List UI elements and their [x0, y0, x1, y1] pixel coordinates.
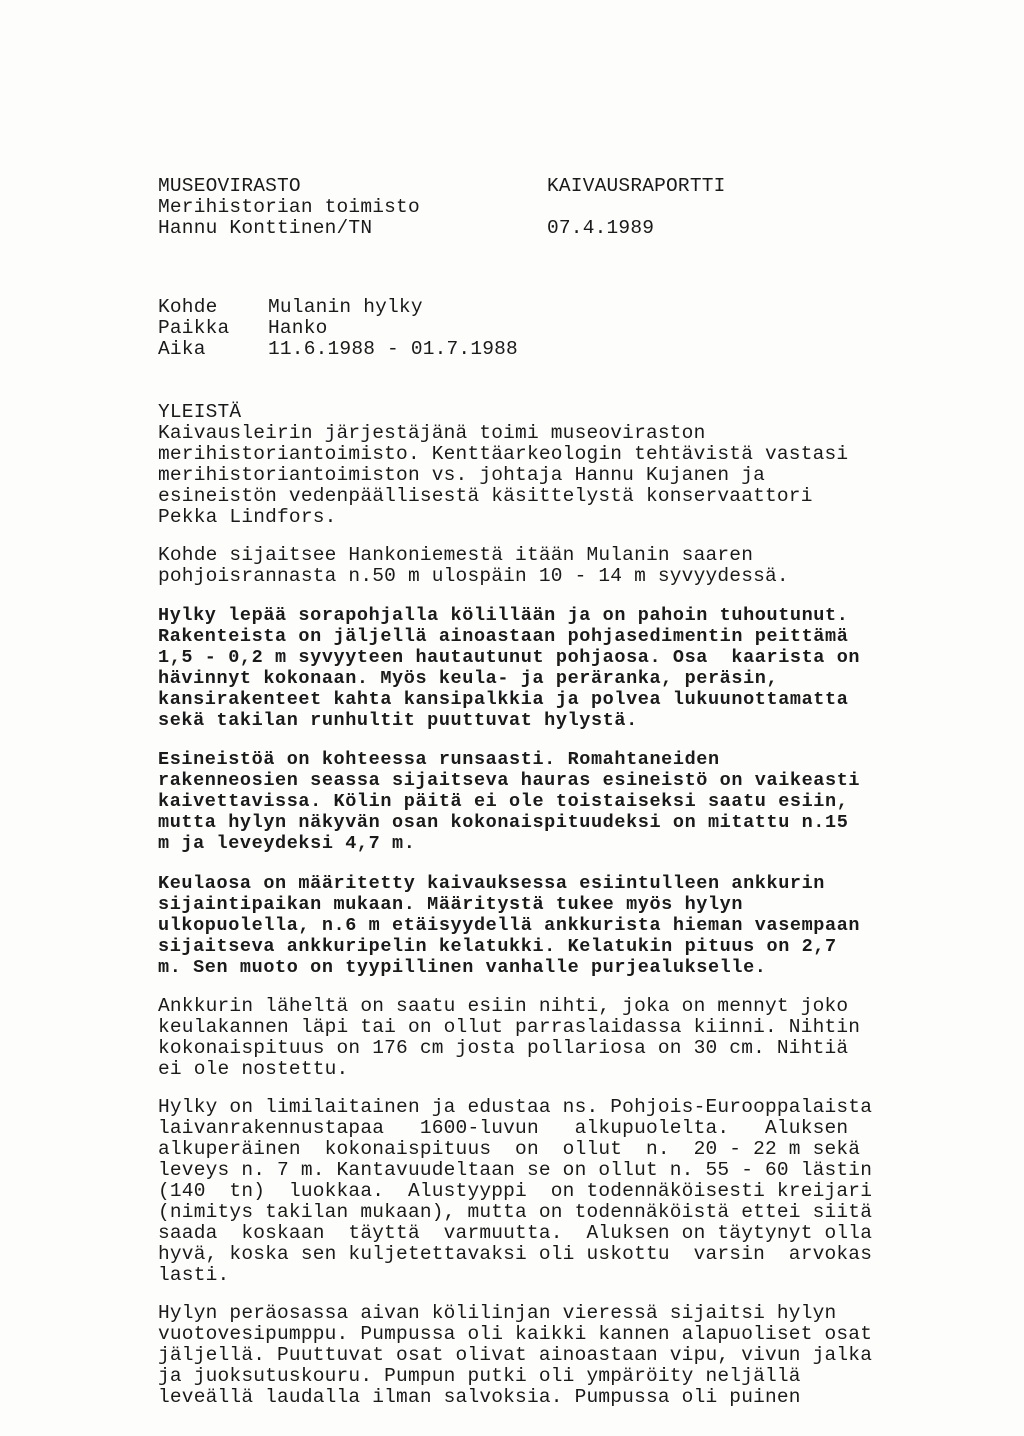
paragraph-line: Keulaosa on määritetty kaivauksessa esiintulleen ankkurin — [158, 873, 826, 894]
paragraph-line: Kohde sijaitsee Hankoniemestä itään Mulanin saaren — [158, 544, 754, 566]
paragraph-line: hyvä, koska sen kuljetettavaksi oli uskottu varsin arvokas — [158, 1243, 873, 1265]
paragraph-line: sijaintipaikan mukaan. Määritystä tukee myös hylyn — [158, 894, 744, 915]
paragraph-line: jäljellä. Puuttuvat osat olivat ainoastaan vipu, vivun jalka — [158, 1344, 873, 1366]
paragraph-line: 1,5 - 0,2 m syvyyteen hautautunut pohjaosa. Osa kaarista on — [158, 647, 861, 668]
author-name: Hannu Konttinen/TN — [158, 217, 373, 239]
document-type: KAIVAUSRAPORTTI — [547, 175, 726, 197]
paragraph-line: Kaivausleirin järjestäjänä toimi museoviraston — [158, 422, 706, 444]
paragraph-line: sekä takilan runhultit puuttuvat hylystä. — [158, 710, 638, 731]
paragraph-line: leveällä laudalla ilman salvoksia. Pumpussa oli puinen — [158, 1386, 801, 1408]
paragraph-line: (140 tn) luokkaa. Alustyyppi on todennäköisesti kreijari — [158, 1180, 873, 1202]
aika-value: 11.6.1988 - 01.7.1988 — [268, 338, 518, 360]
paragraph-line: vuotovesipumppu. Pumpussa oli kaikki kannen alapuoliset osat — [158, 1323, 873, 1345]
paragraph-line: Hylky on limilaitainen ja edustaa ns. Pohjois-Eurooppalaista — [158, 1096, 873, 1118]
paragraph-line: rakenneosien seassa sijaitseva hauras esineistö on vaikeasti — [158, 770, 861, 791]
paragraph-line: m. Sen muoto on tyypillinen vanhalle purjealukselle. — [158, 957, 767, 978]
paragraph-line: leveys n. 7 m. Kantavuudeltaan se on ollut n. 55 - 60 lästin — [158, 1159, 873, 1181]
paragraph-line: pohjoisrannasta n.50 m ulospäin 10 - 14 m syvyydessä. — [158, 565, 789, 587]
paragraph-line: ja juoksutuskouru. Pumpun putki oli ympäröity neljällä — [158, 1365, 801, 1387]
org-name: MUSEOVIRASTO — [158, 175, 301, 197]
paikka-label: Paikka — [158, 317, 230, 339]
paragraph-line: kokonaispituus on 176 cm josta pollariosa on 30 cm. Nihtiä — [158, 1037, 849, 1059]
paragraph-line: mutta hylyn näkyvän osan kokonaispituudeksi on mitattu n.15 — [158, 812, 849, 833]
office-name: Merihistorian toimisto — [158, 196, 420, 218]
paragraph-line: Hylky lepää sorapohjalla kölillään ja on pahoin tuhoutunut. — [158, 605, 849, 626]
paragraph-line: ulkopuolella, n.6 m etäisyydellä ankkurista hieman vasempaan — [158, 915, 861, 936]
paragraph-line: merihistoriantoimisto. Kenttäarkeologin tehtävistä vastasi — [158, 443, 849, 465]
aika-label: Aika — [158, 338, 206, 360]
paragraph-line: kaivettavissa. Kölin päitä ei ole toistaiseksi saatu esiin, — [158, 791, 849, 812]
paragraph-line: alkuperäinen kokonaispituus on ollut n. 20 - 22 m sekä — [158, 1138, 861, 1160]
paragraph-line: ei ole nostettu. — [158, 1058, 349, 1080]
paragraph-line: m ja leveydeksi 4,7 m. — [158, 833, 416, 854]
kohde-label: Kohde — [158, 296, 218, 318]
paragraph-line: hävinnyt kokonaan. Myös keula- ja peräranka, peräsin, — [158, 668, 779, 689]
paragraph-line: keulakannen läpi tai on ollut parraslaidassa kiinni. Nihtin — [158, 1016, 861, 1038]
paragraph-line: (nimitys takilan mukaan), mutta on todennäköistä ettei siitä — [158, 1201, 873, 1223]
paragraph-line: Hylyn peräosassa aivan kölilinjan vieressä sijaitsi hylyn — [158, 1302, 837, 1324]
kohde-value: Mulanin hylky — [268, 296, 423, 318]
section-title: YLEISTÄ — [158, 401, 242, 423]
paragraph-line: saada koskaan täyttä varmuutta. Aluksen on täytynyt olla — [158, 1222, 873, 1244]
paragraph-line: sijaitseva ankkuripelin kelatukki. Kelatukin pituus on 2,7 — [158, 936, 837, 957]
paragraph-line: Esineistöä on kohteessa runsaasti. Romahtaneiden — [158, 749, 720, 770]
paragraph-line: kansirakenteet kahta kansipalkkia ja polvea lukuunottamatta — [158, 689, 849, 710]
paikka-value: Hanko — [268, 317, 328, 339]
paragraph-line: Pekka Lindfors. — [158, 506, 337, 528]
paragraph-line: esineistön vedenpäällisestä käsittelystä konservaattori — [158, 485, 813, 507]
paragraph-line: lasti. — [158, 1264, 230, 1286]
document-date: 07.4.1989 — [547, 217, 655, 239]
paragraph-line: laivanrakennustapaa 1600-luvun alkupuolelta. Aluksen — [158, 1117, 849, 1139]
paragraph-line: Rakenteista on jäljellä ainoastaan pohjasedimentin peittämä — [158, 626, 849, 647]
paragraph-line: merihistoriantoimiston vs. johtaja Hannu Kujanen ja — [158, 464, 765, 486]
paragraph-line: Ankkurin läheltä on saatu esiin nihti, joka on mennyt joko — [158, 995, 849, 1017]
